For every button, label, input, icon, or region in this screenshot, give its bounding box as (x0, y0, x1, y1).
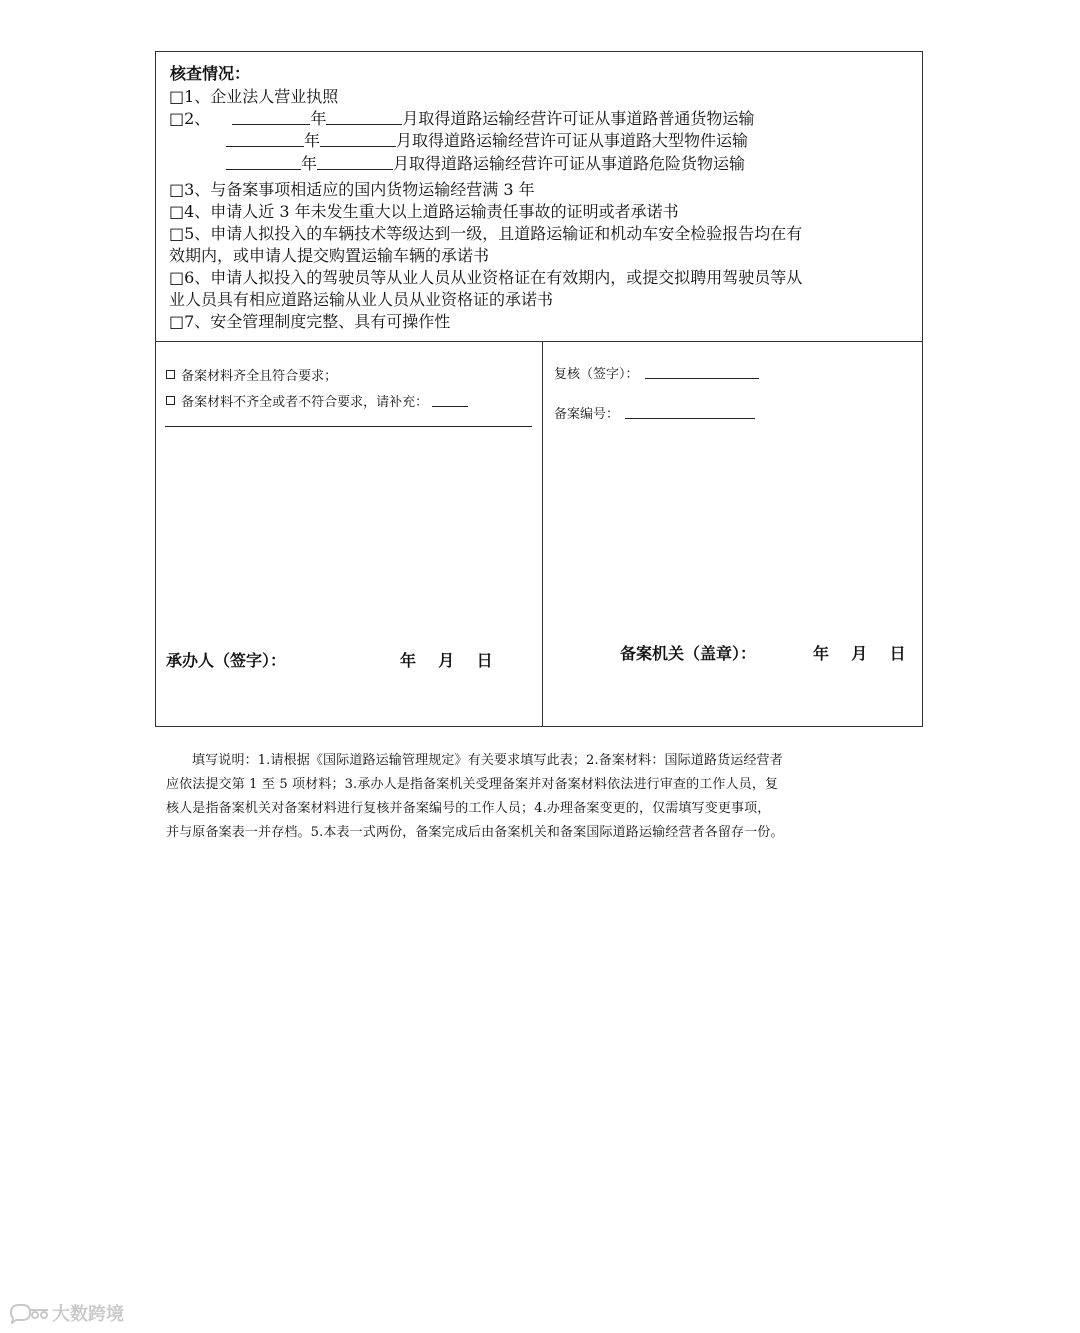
review-blank[interactable] (645, 366, 759, 379)
year-blank[interactable] (226, 157, 301, 170)
check-item-6[interactable]: □6、申请人拟投入的驾驶员等从业人员从业资格证在有效期内，或提交拟聘用驾驶员等从 (169, 268, 803, 287)
check-item-2-large[interactable] (226, 133, 748, 149)
checkbox-incomplete[interactable] (166, 396, 175, 405)
option-complete[interactable] (166, 370, 337, 383)
year-label: 年 (301, 154, 318, 173)
month-label: 月取得道路运输经营许可证从事道路普通货物运输 (402, 109, 755, 128)
check-item-5[interactable]: □5、申请人拟投入的车辆技术等级达到一级，且道路运输证和机动车安全检验报告均在有 (169, 224, 803, 243)
month-label: 月取得道路运输经营许可证从事道路大型物件运输 (396, 131, 749, 150)
note-line: 核人是指备案机关对备案材料进行复核并备案编号的工作人员；4.办理备案变更的，仅需填写变更事项， (166, 801, 771, 816)
option-incomplete[interactable] (166, 394, 468, 409)
month-label: 月取得道路运输经营许可证从事道路危险货物运输 (393, 154, 746, 173)
check-item-5-cont: 效期内，或申请人提交购置运输车辆的承诺书 (169, 246, 490, 265)
year-label: 年 (304, 131, 321, 150)
note-line: 并与原备案表一并存档。5.本表一式两份，备案完成后由备案机关和备案国际道路运输经营者各留存一份。 (166, 825, 784, 840)
check-item-1[interactable]: □1、企业法人营业执照 (169, 87, 339, 106)
check-heading: 核查情况： (170, 64, 251, 83)
month-blank[interactable] (317, 157, 393, 170)
supplement-blank[interactable] (432, 394, 468, 407)
watermark (8, 1300, 124, 1326)
speech-bubble-icon (8, 1302, 52, 1324)
panel-divider (542, 342, 543, 726)
note-line: 填写说明：1.请根据《国际道路运输管理规定》有关要求填写此表；2.备案材料：国际道路货运经营者 (192, 753, 783, 768)
filing-number[interactable] (554, 406, 755, 421)
filing-form (155, 51, 923, 727)
month-blank[interactable] (326, 112, 402, 125)
check-item-7[interactable]: □7、安全管理制度完整、具有可操作性 (169, 312, 451, 331)
filling-instructions (166, 749, 920, 845)
check-section (156, 52, 922, 342)
filing-number-label: 备案编号： (554, 407, 620, 422)
option-complete-label: 备案材料齐全且符合要求； (181, 369, 338, 384)
review-signature[interactable] (554, 366, 759, 381)
check-item-2-general[interactable] (169, 111, 754, 127)
month-blank[interactable] (320, 134, 396, 147)
note-line: 应依法提交第 1 至 5 项材料；3.承办人是指备案机关受理备案并对备案材料依法进行审查的工作人员，复 (166, 777, 779, 792)
supplement-line[interactable] (165, 426, 532, 427)
check-item-4[interactable]: □4、申请人近 3 年未发生重大以上道路运输责任事故的证明或者承诺书 (169, 202, 679, 221)
year-blank[interactable] (226, 134, 304, 147)
filing-number-blank[interactable] (625, 406, 755, 419)
handler-signature-label: 承办人（签字）： (166, 651, 287, 670)
year-blank[interactable] (232, 112, 310, 125)
check-item-2-prefix: □2、 (169, 109, 211, 128)
watermark-text: 大数跨境 (52, 1304, 124, 1325)
handler-date[interactable]: 年 月 日 (400, 651, 493, 670)
authority-seal-label: 备案机关（盖章）： (620, 644, 757, 663)
checkbox-complete[interactable] (166, 370, 175, 379)
option-incomplete-label: 备案材料不齐全或者不符合要求，请补充： (181, 395, 429, 410)
check-item-6-cont: 业人员具有相应道路运输从业人员从业资格证的承诺书 (169, 290, 554, 309)
year-label: 年 (310, 109, 327, 128)
check-item-3[interactable]: □3、与备案事项相适应的国内货物运输经营满 3 年 (169, 180, 535, 199)
authority-date[interactable]: 年 月 日 (813, 644, 906, 663)
review-label: 复核（签字）： (554, 367, 639, 382)
check-item-2-danger[interactable] (226, 156, 745, 172)
